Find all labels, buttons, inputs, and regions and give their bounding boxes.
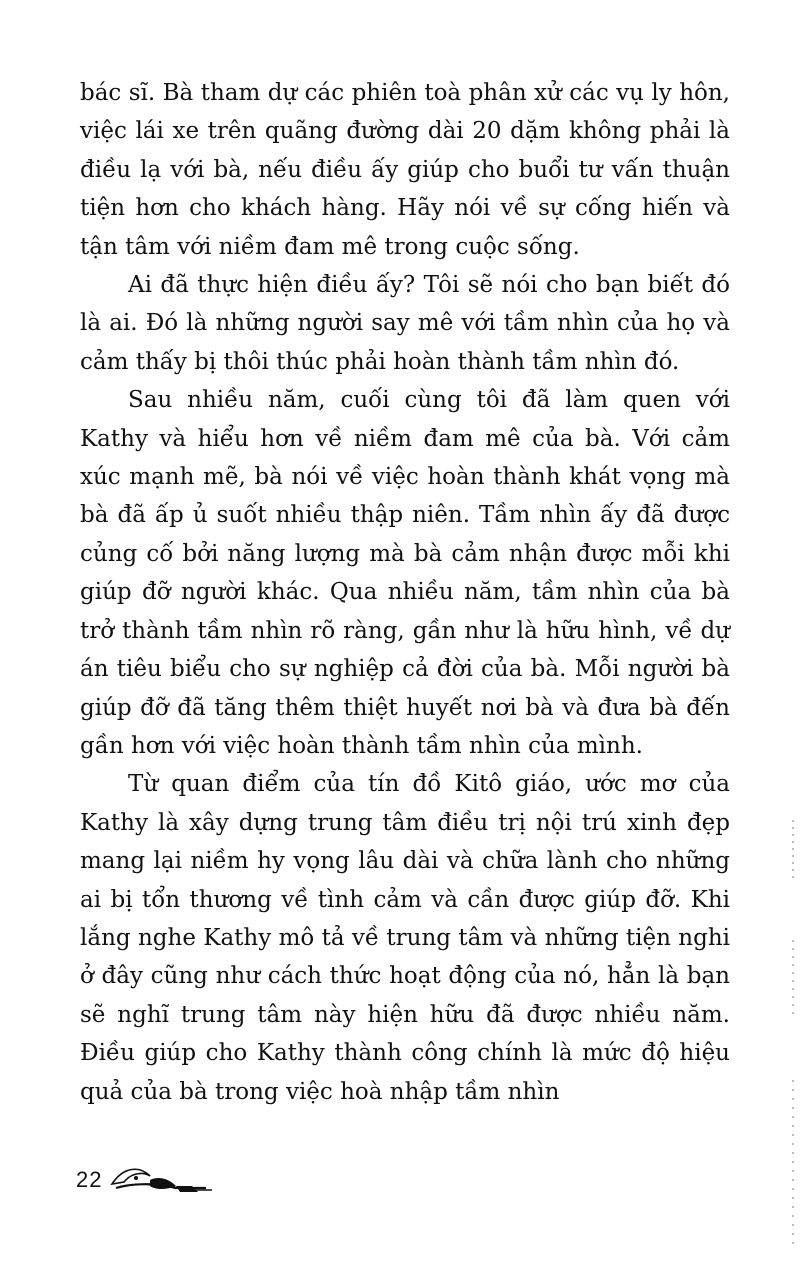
paragraph-4: Từ quan điểm của tín đồ Kitô giáo, ước mơ của Kathy là xây dựng trung tâm điều trị nội trú xinh đẹp mang lại niềm hy vọng lâu dài và chữa lành cho những ai bị tổn thương về tình cảm và cần được giúp đỡ. Khi lắng nghe Kathy mô tả về trung tâm và những tiện nghi ở đây cũng như cách thức hoạt động của nó, hẳn là bạn sẽ nghĩ trung tâm này hiện hữu đã được nhiều năm. Điều giúp cho Kathy thành công chính là mức độ hiệu quả của bà trong việc hoà nhập tầm nhìn [80, 771, 730, 1105]
page-footer [76, 1160, 216, 1200]
paragraph-1: bác sĩ. Bà tham dự các phiên toà phân xử các vụ ly hôn, việc lái xe trên quãng đường dài 20 dặm không phải là điều lạ với bà, nếu điều ấy giúp cho buổi tư vấn thuận tiện hơn cho khách hàng. Hãy nói về sự cống hiến và tận tâm với niềm đam mê trong cuộc sống. [80, 80, 730, 260]
body-text [80, 74, 730, 1111]
scan-edge-marks [792, 820, 794, 1250]
page-number: 22 [76, 1167, 103, 1192]
quill-pen-ornament-icon [106, 1162, 216, 1198]
paragraph-3: Sau nhiều năm, cuối cùng tôi đã làm quen với Kathy và hiểu hơn về niềm đam mê của bà. Với cảm xúc mạnh mẽ, bà nói về việc hoàn thành khát vọng mà bà đã ấp ủ suốt nhiều thập niên. Tầm nhìn ấy đã được củng cố bởi năng lượng mà bà cảm nhận được mỗi khi giúp đỡ người khác. Qua nhiều năm, tầm nhìn của bà trở thành tầm nhìn rõ ràng, gần như là hữu hình, về dự án tiêu biểu cho sự nghiệp cả đời của bà. Mỗi người bà giúp đỡ đã tăng thêm thiệt huyết nơi bà và đưa bà đến gần hơn với việc hoàn thành tầm nhìn của mình. [80, 387, 730, 759]
paragraph-2: Ai đã thực hiện điều ấy? Tôi sẽ nói cho bạn biết đó là ai. Đó là những người say mê với tầm nhìn của họ và cảm thấy bị thôi thúc phải hoàn thành tầm nhìn đó. [80, 272, 730, 375]
